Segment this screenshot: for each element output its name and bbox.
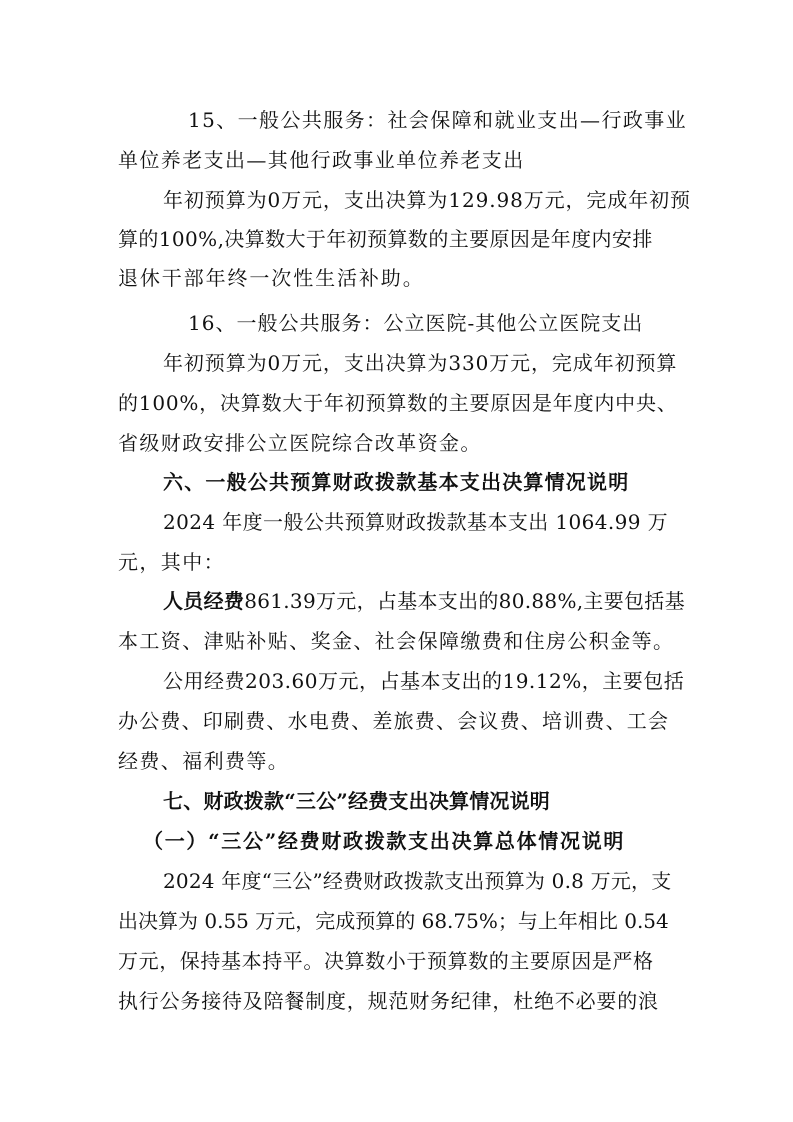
item-15-heading-cont: 单位养老支出—其他行政事业单位养老支出 xyxy=(118,148,525,172)
section-7-heading: 七、财政拨款“三公”经费支出决算情况说明 xyxy=(163,789,551,813)
section-6-heading: 六、一般公共预算财政拨款基本支出决算情况说明 xyxy=(163,470,630,494)
section-6-intro: 2024 年度一般公共预算财政拨款基本支出 1064.99 万 xyxy=(163,510,669,534)
three-public-cont-1: 出决算为 0.55 万元，完成预算的 68.75%；与上年相比 0.54 xyxy=(118,909,669,933)
personnel-expense-cont: 本工资、津贴补贴、奖金、社会保障缴费和住房公积金等。 xyxy=(118,629,675,653)
item-16-body-end: 省级财政安排公立医院综合改革资金。 xyxy=(118,431,482,455)
personnel-expense-text: 861.39万元，占基本支出的80.88%,主要包括基 xyxy=(244,589,685,613)
item-16-body-cont: 的100%，决算数大于年初预算数的主要原因是年度内中央、 xyxy=(118,391,678,415)
three-public-cont-2: 万元，保持基本持平。决算数小于预算数的主要原因是严格 xyxy=(118,949,654,973)
subsection-1-heading: （一）“三公”经费财政拨款支出决算总体情况说明 xyxy=(143,829,626,853)
section-6-intro-cont: 元，其中： xyxy=(118,550,225,574)
public-expense-cont: 办公费、印刷费、水电费、差旅费、会议费、培训费、工会 xyxy=(118,709,670,733)
public-expense-paragraph: 公用经费203.60万元，占基本支出的19.12%，主要包括 xyxy=(163,669,685,693)
three-public-paragraph: 2024 年度“三公”经费财政拨款支出预算为 0.8 万元，支 xyxy=(163,869,672,893)
item-15-body-cont: 算的100%,决算数大于年初预算数的主要原因是年度内安排 xyxy=(118,227,653,251)
three-public-cont-3: 执行公务接待及陪餐制度，规范财务纪律，杜绝不必要的浪 xyxy=(118,989,659,1013)
item-16-heading: 16、一般公共服务：公立医院-其他公立医院支出 xyxy=(188,311,644,335)
item-15-body: 年初预算为0万元，支出决算为129.98万元，完成年初预 xyxy=(163,188,691,212)
item-15-body-end: 退休干部年终一次性生活补助。 xyxy=(118,266,425,290)
public-expense-end: 经费、福利费等。 xyxy=(118,749,290,773)
personnel-expense-label: 人员经费 xyxy=(163,589,245,613)
item-15-heading: 15、一般公共服务：社会保障和就业支出—行政事业 xyxy=(188,108,688,132)
personnel-expense-paragraph xyxy=(163,588,685,614)
item-16-body: 年初预算为0万元，支出决算为330万元，完成年初预算 xyxy=(163,351,678,375)
